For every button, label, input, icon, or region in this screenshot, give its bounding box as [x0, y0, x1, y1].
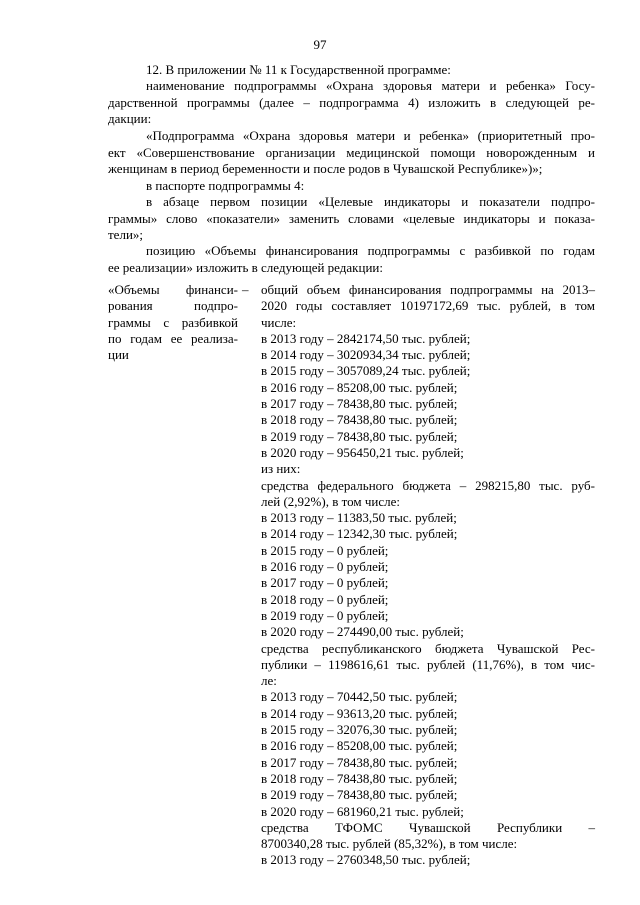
financing-label-line: ции [108, 347, 129, 363]
financing-value-line: средства федерального бюджета – 298215,80 тыс. руб- [261, 477, 595, 493]
financing-value-line: в 2020 году – 274490,00 тыс. рублей; [261, 624, 464, 640]
financing-value-line: в 2020 году – 681960,21 тыс. рублей; [261, 803, 464, 819]
intro-line: в абзаце первом позиции «Целевые индикаторы и показатели подпро- [146, 194, 595, 209]
financing-value-line: в 2018 году – 78438,80 тыс. рублей; [261, 770, 458, 786]
financing-value-line: средства ТФОМС Чувашской Республики – [261, 819, 595, 835]
financing-label-line: граммы с разбивкой [108, 314, 238, 330]
intro-line: дарственной программы (далее – подпрограмма 4) изложить в следующей ре- [108, 95, 595, 110]
financing-value-line: в 2018 году – 0 рублей; [261, 591, 389, 607]
financing-value-line: 8700340,28 тыс. рублей (85,32%), в том числе: [261, 836, 518, 852]
financing-value-line: в 2018 году – 78438,80 тыс. рублей; [261, 412, 458, 428]
intro-line: ее реализации» изложить в следующей редакции: [108, 260, 383, 275]
intro-line: 12. В приложении № 11 к Государственной программе: [146, 62, 451, 77]
financing-value-line: из них: [261, 461, 301, 477]
financing-value-line: в 2013 году – 11383,50 тыс. рублей; [261, 510, 457, 526]
financing-value-line: в 2016 году – 85208,00 тыс. рублей; [261, 379, 458, 395]
financing-value-line: в 2019 году – 0 рублей; [261, 607, 389, 623]
financing-label-line: рования подпро- [108, 298, 238, 314]
column-dash: – [242, 282, 249, 297]
financing-value-line: ле: [261, 673, 277, 689]
financing-value-line: в 2015 году – 3057089,24 тыс. рублей; [261, 363, 471, 379]
intro-line: в паспорте подпрограммы 4: [146, 178, 305, 193]
financing-value-line: в 2014 году – 12342,30 тыс. рублей; [261, 526, 458, 542]
intro-line: ект «Совершенствование организации медицинской помощи новорожденным и [108, 145, 595, 160]
financing-value-line: средства республиканского бюджета Чувашской Рес- [261, 640, 595, 656]
financing-value-line: в 2017 году – 0 рублей; [261, 575, 389, 591]
intro-line: «Подпрограмма «Охрана здоровья матери и ребенка» (приоритетный про- [146, 128, 595, 143]
financing-value-line: в 2013 году – 2760348,50 тыс. рублей; [261, 852, 471, 868]
financing-values-column [261, 282, 595, 869]
financing-value-line: в 2013 году – 70442,50 тыс. рублей; [261, 689, 458, 705]
financing-value-line: в 2014 году – 3020934,34 тыс. рублей; [261, 347, 471, 363]
financing-value-line: в 2017 году – 78438,80 тыс. рублей; [261, 396, 458, 412]
financing-value-line: в 2015 году – 32076,30 тыс. рублей; [261, 722, 458, 738]
financing-value-line: в 2016 году – 0 рублей; [261, 559, 389, 575]
financing-value-line: в 2019 году – 78438,80 тыс. рублей; [261, 787, 458, 803]
financing-value-line: в 2019 году – 78438,80 тыс. рублей; [261, 428, 458, 444]
intro-line: женщинам в период беременности и после родов в Чувашской Республике»)»; [108, 161, 543, 176]
financing-value-line: в 2016 году – 85208,00 тыс. рублей; [261, 738, 458, 754]
financing-value-line: в 2020 году – 956450,21 тыс. рублей; [261, 444, 464, 460]
financing-value-line: в 2017 году – 78438,80 тыс. рублей; [261, 754, 458, 770]
financing-label-column [108, 282, 238, 363]
intro-line: тели»; [108, 227, 144, 242]
financing-value-line: числе: [261, 314, 297, 330]
intro-line: дакции: [108, 111, 152, 126]
intro-line: граммы» слово «показатели» заменить словами «целевые индикаторы и показа- [108, 211, 595, 226]
financing-value-line: лей (2,92%), в том числе: [261, 493, 400, 509]
financing-value-line: 2020 годы составляет 10197172,69 тыс. рублей, в том [261, 298, 595, 314]
financing-value-line: публики – 1198616,61 тыс. рублей (11,76%), в том чис- [261, 656, 595, 672]
intro-line: наименование подпрограммы «Охрана здоровья матери и ребенка» Госу- [146, 78, 595, 93]
financing-value-line: в 2014 году – 93613,20 тыс. рублей; [261, 705, 458, 721]
financing-value-line: в 2013 году – 2842174,50 тыс. рублей; [261, 330, 471, 346]
financing-label-line: «Объемы финанси- [108, 282, 238, 297]
intro-line: позицию «Объемы финансирования подпрограммы с разбивкой по годам [146, 243, 595, 258]
financing-label-line: по годам ее реализа- [108, 330, 238, 346]
financing-value-line: общий объем финансирования подпрограммы на 2013– [261, 282, 595, 297]
financing-value-line: в 2015 году – 0 рублей; [261, 542, 389, 558]
page-number: 97 [313, 37, 327, 52]
